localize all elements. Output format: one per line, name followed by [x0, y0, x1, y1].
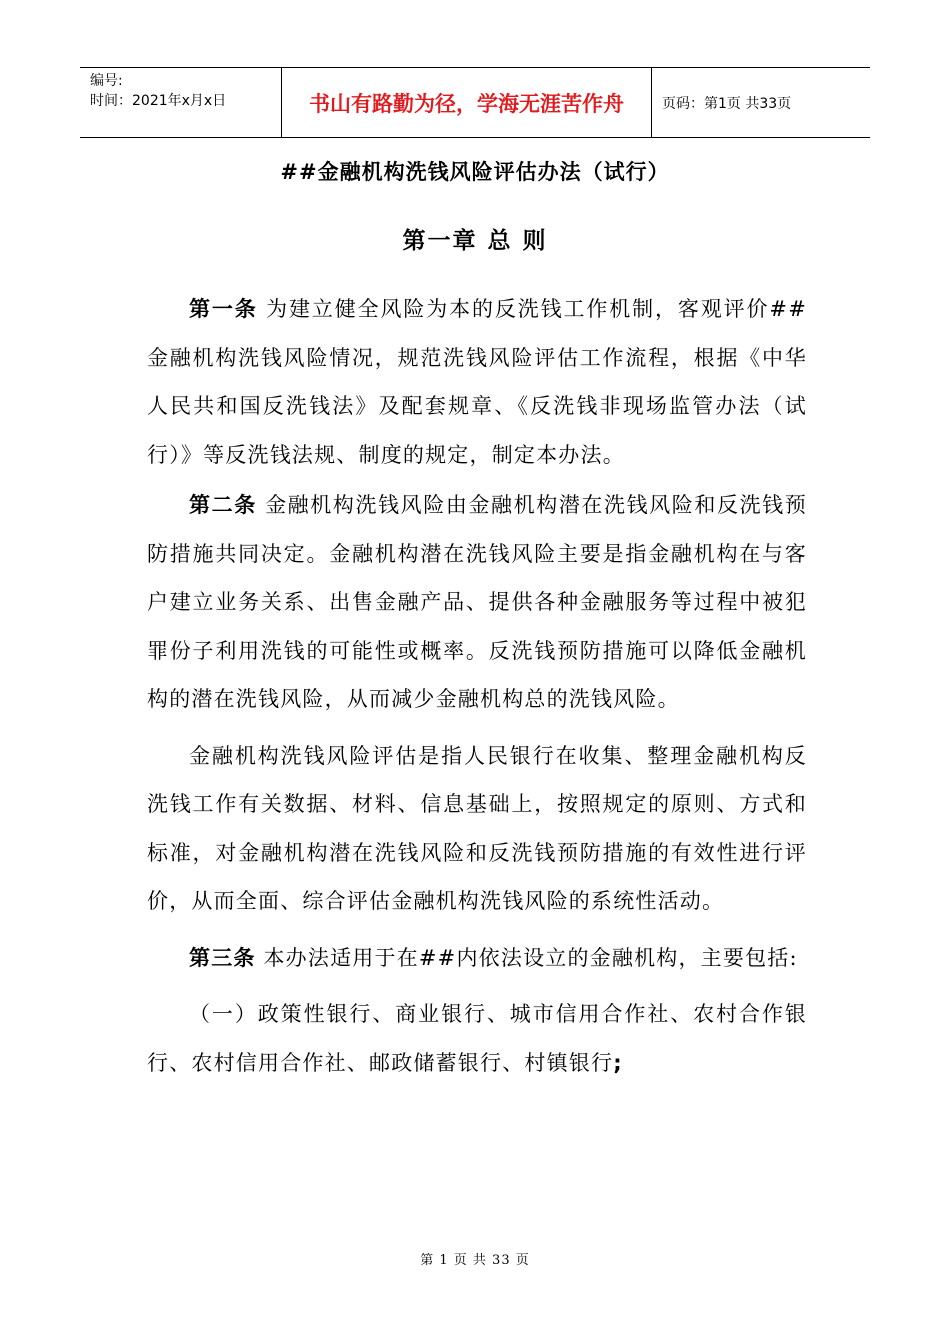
document-time-label: 时间：2021年x月x日	[90, 93, 227, 109]
header-motto: 书山有路勤为径，学海无涯苦作舟	[282, 68, 652, 137]
document-body	[147, 285, 807, 1087]
article-3-item-1	[147, 990, 807, 1087]
item-1-end: ;	[613, 1050, 623, 1075]
page-footer: 第 1 页 共 33 页	[420, 1253, 530, 1268]
header-table	[80, 67, 870, 138]
article-1-label: 第一条	[189, 297, 258, 321]
article-2-label: 第二条	[189, 493, 257, 517]
article-3-label: 第三条	[189, 945, 256, 970]
chapter-heading: 第一章 总 则	[402, 228, 548, 254]
article-2-paragraph: 金融机构洗钱风险评估是指人民银行在收集、整理金融机构反洗钱工作有关数据、材料、信息基础上，按照规定的原则、方式和标准，对金融机构潜在洗钱风险和反洗钱预防措施的有效性进行评价，从而全面、综合评估金融机构洗钱风险的系统性活动。	[147, 743, 807, 913]
document-number-label: 编号:	[90, 73, 123, 89]
article-3	[147, 934, 807, 983]
article-3-text: 本办法适用于在##内依法设立的金融机构，主要包括:	[255, 945, 798, 970]
header-meta-cell	[80, 68, 282, 137]
item-1-text: （一）政策性银行、商业银行、城市信用合作社、农村合作银行、农村信用合作社、邮政储蓄银行、村镇银行	[147, 1002, 807, 1075]
article-1	[147, 285, 807, 479]
article-2	[147, 481, 807, 724]
header-page-info: 页码：第1页 共33页	[662, 95, 792, 112]
article-2-text: 金融机构洗钱风险由金融机构潜在洗钱风险和反洗钱预防措施共同决定。金融机构潜在洗钱风险主要是指金融机构在与客户建立业务关系、出售金融产品、提供各种金融服务等过程中被犯罪份子利用洗钱的可能性或概率。反洗钱预防措施可以降低金融机构的潜在洗钱风险，从而减少金融机构总的洗钱风险。	[147, 493, 807, 711]
article-1-text: 为建立健全风险为本的反洗钱工作机制，客观评价##金融机构洗钱风险情况，规范洗钱风险评估工作流程，根据《中华人民共和国反洗钱法》及配套规章、《反洗钱非现场监管办法（试行）》等反洗钱法规、制度的规定，制定本办法。	[147, 297, 807, 467]
document-title: ##金融机构洗钱风险评估办法（试行）	[280, 160, 670, 184]
